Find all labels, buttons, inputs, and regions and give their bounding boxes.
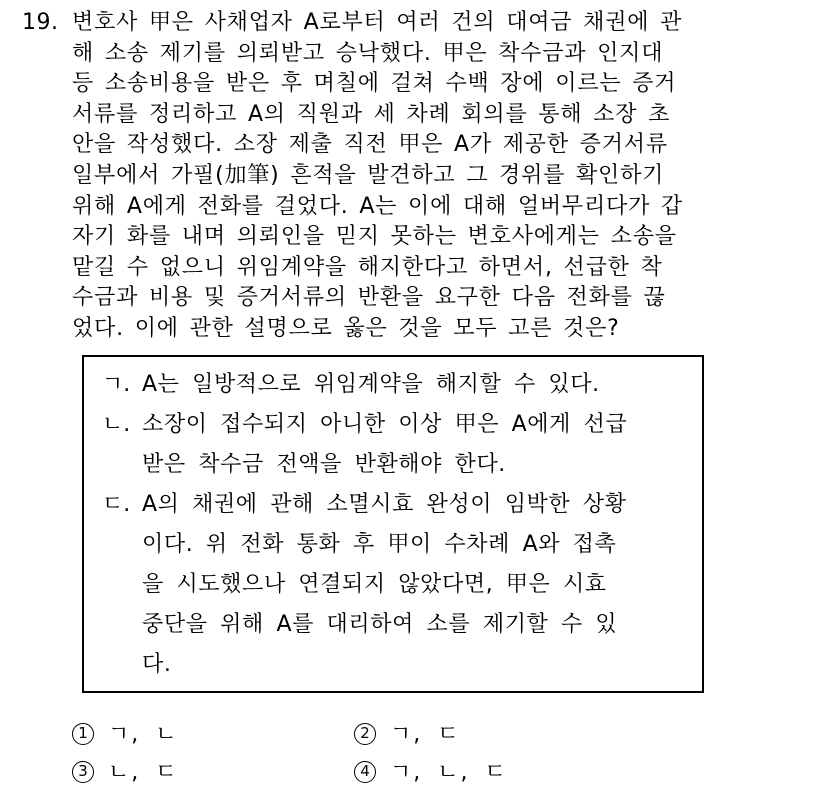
choice-number: 3	[72, 761, 94, 783]
choice-text: ㄴ, ㄷ	[108, 760, 179, 785]
choice-1[interactable]	[72, 720, 179, 750]
stem-line: 었다. 이에 관한 설명으로 옳은 것을 모두 고른 것은?	[72, 315, 620, 341]
choice-number: 4	[354, 761, 376, 783]
statement-line: 다.	[142, 652, 172, 677]
stem-line: 서류를 정리하고 A의 직원과 세 차례 회의를 통해 소장 초	[72, 101, 671, 127]
choice-number: 1	[72, 723, 94, 745]
stem-line: 위해 A에게 전화를 걸었다. A는 이에 대해 얼버무리다가 갑	[72, 193, 683, 219]
statement-line: A는 일방적으로 위임계약을 해지할 수 있다.	[142, 372, 600, 397]
statement-line: 중단을 위해 A를 대리하여 소를 제기할 수 있	[142, 612, 618, 637]
statement-label: ㄱ.	[102, 372, 131, 397]
choice-4[interactable]	[354, 758, 508, 788]
stem-line: 자기 화를 내며 의뢰인을 믿지 못하는 변호사에게는 소송을	[72, 224, 677, 250]
choice-text: ㄱ, ㄴ	[108, 722, 179, 747]
stem-line: 등 소송비용을 받은 후 며칠에 걸쳐 수백 장에 이르는 증거	[72, 71, 677, 97]
statement-label: ㄴ.	[102, 412, 131, 437]
choice-text: ㄱ, ㄷ	[390, 722, 461, 747]
stem-line: 맡길 수 없으니 위임계약을 해지한다고 하면서, 선급한 착	[72, 254, 663, 280]
stem-line: 일부에서 가필(加筆) 흔적을 발견하고 그 경위를 확인하기	[72, 162, 665, 188]
statement-label: ㄷ.	[102, 492, 131, 517]
choice-number: 2	[354, 723, 376, 745]
choice-2[interactable]	[354, 720, 461, 750]
choice-3[interactable]	[72, 758, 179, 788]
stem-line: 해 소송 제기를 의뢰받고 승낙했다. 甲은 착수금과 인지대	[72, 40, 664, 66]
statement-line: 받은 착수금 전액을 반환해야 한다.	[142, 452, 506, 477]
question-number: 19.	[22, 10, 59, 35]
stem-line: 수금과 비용 및 증거서류의 반환을 요구한 다음 전화를 끊	[72, 285, 666, 311]
statement-box	[82, 355, 704, 693]
stem-line: 변호사 甲은 사채업자 A로부터 여러 건의 대여금 채권에 관	[72, 10, 683, 35]
statement-line: A의 채권에 관해 소멸시효 완성이 임박한 상황	[142, 492, 627, 517]
question-stem	[72, 8, 772, 345]
stem-line: 안을 작성했다. 소장 제출 직전 甲은 A가 제공한 증거서류	[72, 132, 668, 158]
statement-line: 이다. 위 전화 통화 후 甲이 수차례 A와 접촉	[142, 532, 617, 557]
choice-text: ㄱ, ㄴ, ㄷ	[390, 760, 508, 785]
statement-line: 을 시도했으나 연결되지 않았다면, 甲은 시효	[142, 572, 607, 597]
statement-line: 소장이 접수되지 아니한 이상 甲은 A에게 선급	[142, 412, 628, 437]
